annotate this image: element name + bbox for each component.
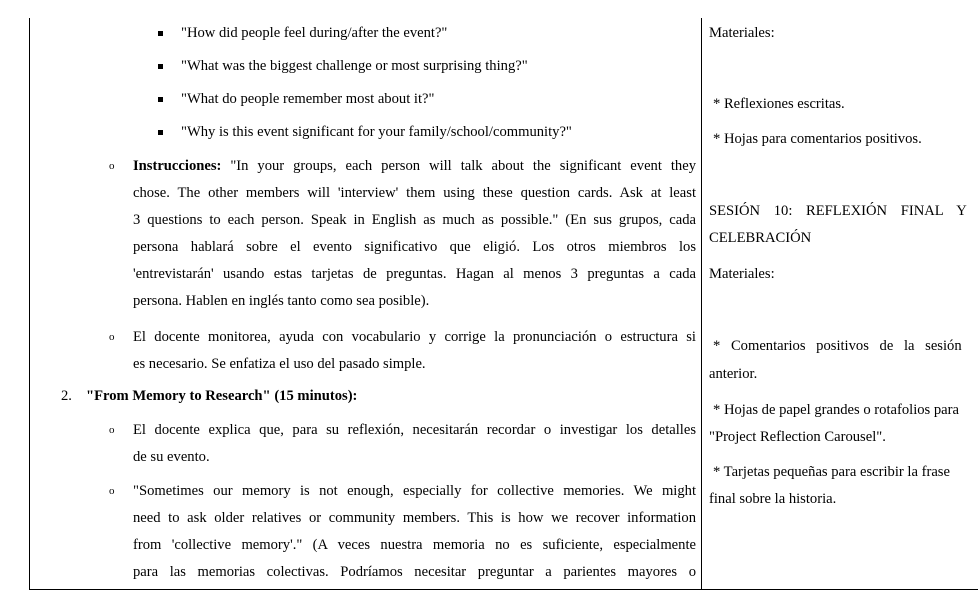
bullet-square-icon — [158, 31, 163, 36]
quote-line-1: "Sometimes our memory is not enough, especially for collective memories. We might — [133, 483, 696, 499]
step-2-heading — [86, 387, 357, 405]
quote-line-3: from 'collective memory'." (A veces nuestra memoria no es suficiente, especialmente — [133, 537, 696, 553]
bullet-square-icon — [158, 64, 163, 69]
step-2-duration: (15 minutos): — [274, 388, 358, 404]
bullet-square-icon — [158, 130, 163, 135]
bullet-square-icon — [158, 97, 163, 102]
instructions-line-6: persona. Hablen en inglés tanto como sea posible). — [133, 293, 430, 309]
question-bullet-2: "What was the biggest challenge or most surprising thing?" — [181, 58, 528, 74]
materials-heading-2: Materiales: — [709, 266, 775, 282]
instructions-text-1: "In your groups, each person will talk about the significant event they — [230, 158, 696, 174]
monitor-line-2: es necesario. Se enfatiza el uso del pasado simple. — [133, 356, 426, 372]
session-title-line-1: SESIÓN 10: REFLEXIÓN FINAL Y — [709, 203, 967, 219]
instructions-line-2: chose. The other members will 'interview' them using these question cards. Ask at least — [133, 185, 696, 201]
step-2-title: "From Memory to Research" — [86, 388, 271, 404]
question-bullet-1: "How did people feel during/after the event?" — [181, 25, 448, 41]
materials-item-4-line-2: "Project Reflection Carousel". — [709, 429, 886, 445]
instructions-line-4: persona hablará sobre el evento significativo que eligió. Los otros miembros los — [133, 239, 696, 255]
materials-item-3-line-1: * Comentarios positivos de la sesión — [713, 338, 962, 354]
circle-bullet-icon: o — [109, 331, 115, 343]
instructions-line-5: 'entrevistarán' usando estas tarjetas de preguntas. Hagan al menos 3 preguntas a cada — [133, 266, 696, 282]
explain-line-1: El docente explica que, para su reflexión, necesitarán recordar o investigar los detalles — [133, 422, 696, 438]
materials-item-4-line-1: * Hojas de papel grandes o rotafolios para — [713, 402, 959, 418]
monitor-line-1: El docente monitorea, ayuda con vocabulario y corrige la pronunciación o estructura si — [133, 329, 696, 345]
quote-line-4: para las memorias colectivas. Podríamos necesitar preguntar a parientes mayores o — [133, 564, 696, 580]
table-left-border — [29, 18, 30, 590]
quote-line-2: need to ask older relatives or community members. This is how we recover information — [133, 510, 696, 526]
circle-bullet-icon: o — [109, 424, 115, 436]
instructions-label: Instrucciones: — [133, 158, 222, 174]
explain-line-2: de su evento. — [133, 449, 210, 465]
question-bullet-3: "What do people remember most about it?" — [181, 91, 435, 107]
instructions-line-3: 3 questions to each person. Speak in English as much as possible." (En sus grupos, cada — [133, 212, 696, 228]
materials-item-3-line-2: anterior. — [709, 366, 758, 382]
table-bottom-border — [29, 589, 978, 590]
materials-item-5-line-2: final sobre la historia. — [709, 491, 837, 507]
circle-bullet-icon: o — [109, 160, 115, 172]
question-bullet-4: "Why is this event significant for your family/school/community?" — [181, 124, 572, 140]
table-column-divider — [701, 18, 702, 590]
circle-bullet-icon: o — [109, 485, 115, 497]
materials-item-1: * Reflexiones escritas. — [713, 96, 845, 112]
materials-heading-1: Materiales: — [709, 25, 775, 41]
session-title-line-2: CELEBRACIÓN — [709, 230, 812, 246]
materials-item-5-line-1: * Tarjetas pequeñas para escribir la frase — [713, 464, 950, 480]
materials-item-2: * Hojas para comentarios positivos. — [713, 131, 922, 147]
instructions-line-1 — [133, 157, 696, 175]
step-number: 2. — [61, 388, 72, 404]
